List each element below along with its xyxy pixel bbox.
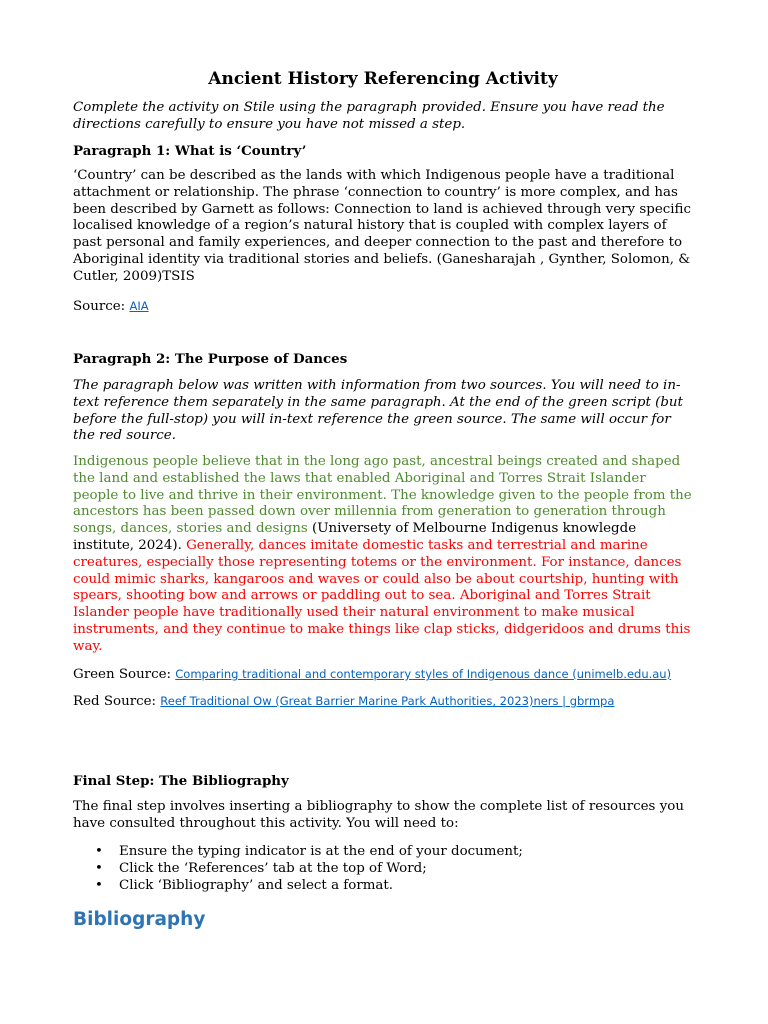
paragraph2-instructions: The paragraph below was written with information from two sources. You will need to in-text reference them separately in the same paragraph. At the end of the green script (but before the full-stop) you will in-text reference the green source. The same will occur for the red source. — [73, 378, 683, 444]
source-link-aia[interactable]: AIA — [129, 299, 149, 313]
paragraph2-heading: Paragraph 2: The Purpose of Dances — [73, 351, 348, 367]
bibliography-heading: Bibliography — [73, 909, 206, 930]
red-source-line — [73, 693, 693, 711]
final-step-bullet-list — [73, 843, 693, 894]
red-source-link[interactable]: Reef Traditional Ow (Great Barrier Marine Park Authorities, 2023)ners | gbrmpa — [160, 694, 615, 708]
list-item — [73, 843, 693, 860]
green-source-text: Indigenous people believe that in the long ago past, ancestral beings created and shaped the land and established the laws that enabled Aboriginal and Torres Strait Islander people to live and thrive in their environment. The knowledge given to the people from the ancestors has been passed down over millennia from generation to generation through songs, dances, stories and designs — [73, 454, 692, 537]
green-source-label: Green Source: — [73, 667, 176, 682]
final-step-heading: Final Step: The Bibliography — [73, 773, 289, 789]
list-item-text: Click the ‘References’ tab at the top of Word; — [119, 861, 427, 876]
red-source-text: Generally, dances imitate domestic tasks and terrestrial and marine creatures, especially those representing totems or the environment. For instance, dances could mimic sharks, kangaroos and waves or could also be about courtship, hunting with spears, shooting bow and arrows or paddling out to sea. Aboriginal and Torres Strait Islander people have traditionally used their natural environment to make musical instruments, and they continue to make things like clap sticks, didgeridoos and drums this way. — [73, 537, 691, 654]
bullet-icon: • — [95, 844, 103, 859]
green-source-link[interactable]: Comparing traditional and contemporary styles of Indigenous dance (unimelb.edu.au) — [175, 667, 672, 681]
green-source-line — [73, 666, 693, 684]
red-source-label: Red Source: — [73, 694, 161, 709]
source-label: Source: — [73, 299, 130, 314]
bullet-icon: • — [95, 861, 103, 876]
list-item-text: Click ‘Bibliography’ and select a format. — [119, 878, 394, 893]
bullet-icon: • — [95, 878, 103, 893]
document-title: Ancient History Referencing Activity — [208, 69, 558, 89]
paragraph1-text: ‘Country’ can be described as the lands with which Indigenous people have a traditional attachment or relationship. The phrase ‘connection to country’ is more complex, and has been described by Garnett as follows: Connection to land is achieved through very specific localised knowledge of a region’s natural history that is coupled with complex layers of past personal and family experiences, and deeper connection to the past and therefore to Aboriginal identity via traditional stories and beliefs. (Ganesharajah , Gynther, Solomon, & Cutler, 2009)TSIS — [73, 168, 691, 284]
paragraph1-source — [73, 298, 693, 316]
final-step-text: The final step involves inserting a bibliography to show the complete list of resources you have consulted throughout this activity. You will need to: — [73, 799, 684, 831]
paragraph2-text — [73, 454, 693, 656]
list-item — [73, 877, 693, 894]
list-item — [73, 860, 693, 877]
paragraph1-heading: Paragraph 1: What is ‘Country’ — [73, 143, 307, 159]
green-citation: (Universety of Melbourne Indigenus knowlegde institute, 2024). — [73, 521, 637, 553]
list-item-text: Ensure the typing indicator is at the end of your document; — [119, 844, 523, 859]
intro-instructions: Complete the activity on Stile using the paragraph provided. Ensure you have read the directions carefully to ensure you have not missed a step. — [73, 100, 665, 132]
